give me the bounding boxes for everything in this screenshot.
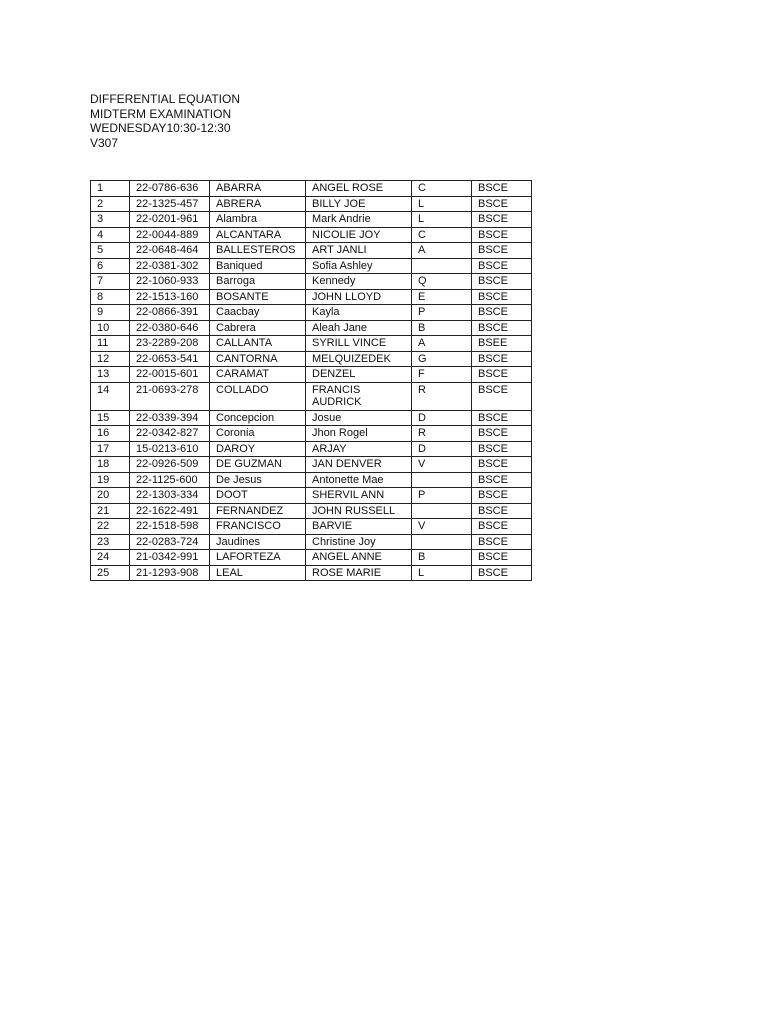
exam-title: MIDTERM EXAMINATION: [90, 106, 232, 121]
last-name-cell: Coronia: [210, 426, 306, 442]
row-number-cell: 18: [91, 457, 130, 473]
last-name-cell: Concepcion: [210, 410, 306, 426]
section-cell: F: [412, 367, 472, 383]
table-row: [91, 426, 532, 442]
student-id-cell: 22-0648-464: [130, 243, 210, 259]
student-id-cell: 22-1060-933: [130, 274, 210, 290]
row-number-cell: 10: [91, 320, 130, 336]
table-row: [91, 181, 532, 197]
student-id-cell: 22-1513-160: [130, 289, 210, 305]
section-cell: G: [412, 351, 472, 367]
last-name-cell: Baniqued: [210, 258, 306, 274]
program-cell: BSCE: [472, 196, 532, 212]
table-row: [91, 289, 532, 305]
program-cell: BSCE: [472, 565, 532, 581]
section-cell: [412, 258, 472, 274]
student-id-cell: 22-0339-394: [130, 410, 210, 426]
program-cell: BSCE: [472, 488, 532, 504]
row-number-cell: 23: [91, 534, 130, 550]
first-name-cell: JOHN LLOYD: [306, 289, 412, 305]
first-name-cell: Aleah Jane: [306, 320, 412, 336]
program-cell: BSCE: [472, 472, 532, 488]
row-number-cell: 3: [91, 212, 130, 228]
table-row: [91, 534, 532, 550]
row-number-cell: 13: [91, 367, 130, 383]
student-id-cell: 21-1293-908: [130, 565, 210, 581]
row-number-cell: 22: [91, 519, 130, 535]
section-cell: [412, 503, 472, 519]
student-id-cell: 22-0381-302: [130, 258, 210, 274]
program-cell: BSCE: [472, 519, 532, 535]
section-cell: L: [412, 212, 472, 228]
first-name-cell: ROSE MARIE: [306, 565, 412, 581]
row-number-cell: 4: [91, 227, 130, 243]
student-id-cell: 22-0015-601: [130, 367, 210, 383]
last-name-cell: ABRERA: [210, 196, 306, 212]
row-number-cell: 9: [91, 305, 130, 321]
student-id-cell: 22-0380-646: [130, 320, 210, 336]
program-cell: BSCE: [472, 550, 532, 566]
student-id-cell: 21-0342-991: [130, 550, 210, 566]
first-name-cell: BILLY JOE: [306, 196, 412, 212]
student-id-cell: 22-0201-961: [130, 212, 210, 228]
student-id-cell: 15-0213-610: [130, 441, 210, 457]
section-cell: V: [412, 457, 472, 473]
student-id-cell: 22-1125-600: [130, 472, 210, 488]
last-name-cell: CALLANTA: [210, 336, 306, 352]
section-cell: C: [412, 181, 472, 197]
section-cell: Q: [412, 274, 472, 290]
row-number-cell: 11: [91, 336, 130, 352]
table-row: [91, 196, 532, 212]
table-row: [91, 351, 532, 367]
last-name-cell: Barroga: [210, 274, 306, 290]
first-name-cell: SHERVIL ANN: [306, 488, 412, 504]
section-cell: B: [412, 550, 472, 566]
table-row: [91, 212, 532, 228]
table-row: [91, 488, 532, 504]
section-cell: B: [412, 320, 472, 336]
row-number-cell: 1: [91, 181, 130, 197]
first-name-cell: Josue: [306, 410, 412, 426]
section-cell: P: [412, 305, 472, 321]
student-id-cell: 22-1303-334: [130, 488, 210, 504]
program-cell: BSCE: [472, 410, 532, 426]
table-row: [91, 457, 532, 473]
first-name-cell: DENZEL: [306, 367, 412, 383]
exam-room: V307: [90, 135, 119, 150]
last-name-cell: COLLADO: [210, 382, 306, 410]
program-cell: BSCE: [472, 503, 532, 519]
student-id-cell: 23-2289-208: [130, 336, 210, 352]
row-number-cell: 7: [91, 274, 130, 290]
table-row: [91, 382, 532, 410]
first-name-cell: ARJAY: [306, 441, 412, 457]
section-cell: P: [412, 488, 472, 504]
row-number-cell: 15: [91, 410, 130, 426]
program-cell: BSCE: [472, 181, 532, 197]
first-name-cell: JOHN RUSSELL: [306, 503, 412, 519]
section-cell: [412, 534, 472, 550]
first-name-cell: ANGEL ANNE: [306, 550, 412, 566]
document-header: [90, 92, 240, 150]
first-name-cell: ANGEL ROSE: [306, 181, 412, 197]
section-cell: A: [412, 336, 472, 352]
table-row: [91, 441, 532, 457]
first-name-cell: Christine Joy: [306, 534, 412, 550]
program-cell: BSCE: [472, 274, 532, 290]
row-number-cell: 16: [91, 426, 130, 442]
row-number-cell: 6: [91, 258, 130, 274]
student-id-cell: 22-0786-636: [130, 181, 210, 197]
row-number-cell: 20: [91, 488, 130, 504]
last-name-cell: Jaudines: [210, 534, 306, 550]
last-name-cell: CANTORNA: [210, 351, 306, 367]
subject-title: DIFFERENTIAL EQUATION: [90, 92, 241, 106]
table-row: [91, 550, 532, 566]
student-id-cell: 22-1622-491: [130, 503, 210, 519]
program-cell: BSEE: [472, 336, 532, 352]
section-cell: D: [412, 410, 472, 426]
row-number-cell: 14: [91, 382, 130, 410]
student-id-cell: 21-0693-278: [130, 382, 210, 410]
first-name-cell: Sofia Ashley: [306, 258, 412, 274]
table-row: [91, 320, 532, 336]
program-cell: BSCE: [472, 457, 532, 473]
table-row: [91, 305, 532, 321]
table-row: [91, 503, 532, 519]
section-cell: V: [412, 519, 472, 535]
first-name-cell: Kennedy: [306, 274, 412, 290]
program-cell: BSCE: [472, 426, 532, 442]
section-cell: L: [412, 196, 472, 212]
last-name-cell: LEAL: [210, 565, 306, 581]
section-cell: C: [412, 227, 472, 243]
last-name-cell: CARAMAT: [210, 367, 306, 383]
table-row: [91, 410, 532, 426]
last-name-cell: DAROY: [210, 441, 306, 457]
table-row: [91, 565, 532, 581]
student-id-cell: 22-1325-457: [130, 196, 210, 212]
student-id-cell: 22-0044-889: [130, 227, 210, 243]
section-cell: E: [412, 289, 472, 305]
first-name-cell: MELQUIZEDEK: [306, 351, 412, 367]
last-name-cell: De Jesus: [210, 472, 306, 488]
table-row: [91, 519, 532, 535]
row-number-cell: 24: [91, 550, 130, 566]
student-id-cell: 22-0866-391: [130, 305, 210, 321]
table-row: [91, 227, 532, 243]
program-cell: BSCE: [472, 441, 532, 457]
first-name-cell: Kayla: [306, 305, 412, 321]
row-number-cell: 12: [91, 351, 130, 367]
last-name-cell: DOOT: [210, 488, 306, 504]
section-cell: A: [412, 243, 472, 259]
first-name-cell: FRANCIS AUDRICK: [306, 382, 412, 410]
first-name-cell: NICOLIE JOY: [306, 227, 412, 243]
section-cell: [412, 472, 472, 488]
table-row: [91, 472, 532, 488]
table-row: [91, 243, 532, 259]
table-row: [91, 274, 532, 290]
last-name-cell: Cabrera: [210, 320, 306, 336]
first-name-cell: JAN DENVER: [306, 457, 412, 473]
section-cell: D: [412, 441, 472, 457]
student-id-cell: 22-0653-541: [130, 351, 210, 367]
program-cell: BSCE: [472, 320, 532, 336]
last-name-cell: ALCANTARA: [210, 227, 306, 243]
program-cell: BSCE: [472, 305, 532, 321]
row-number-cell: 19: [91, 472, 130, 488]
last-name-cell: LAFORTEZA: [210, 550, 306, 566]
program-cell: BSCE: [472, 534, 532, 550]
first-name-cell: Antonette Mae: [306, 472, 412, 488]
last-name-cell: FRANCISCO: [210, 519, 306, 535]
program-cell: BSCE: [472, 258, 532, 274]
row-number-cell: 5: [91, 243, 130, 259]
last-name-cell: Alambra: [210, 212, 306, 228]
first-name-cell: SYRILL VINCE: [306, 336, 412, 352]
first-name-cell: BARVIE: [306, 519, 412, 535]
row-number-cell: 21: [91, 503, 130, 519]
last-name-cell: DE GUZMAN: [210, 457, 306, 473]
last-name-cell: FERNANDEZ: [210, 503, 306, 519]
table-row: [91, 367, 532, 383]
student-id-cell: 22-0926-509: [130, 457, 210, 473]
last-name-cell: Caacbay: [210, 305, 306, 321]
last-name-cell: BOSANTE: [210, 289, 306, 305]
row-number-cell: 2: [91, 196, 130, 212]
exam-schedule: WEDNESDAY10:30-12:30: [90, 121, 231, 136]
section-cell: R: [412, 382, 472, 410]
program-cell: BSCE: [472, 367, 532, 383]
roster-body: [91, 181, 532, 581]
program-cell: BSCE: [472, 382, 532, 410]
section-cell: L: [412, 565, 472, 581]
program-cell: BSCE: [472, 243, 532, 259]
program-cell: BSCE: [472, 212, 532, 228]
row-number-cell: 8: [91, 289, 130, 305]
student-id-cell: 22-0283-724: [130, 534, 210, 550]
row-number-cell: 25: [91, 565, 130, 581]
student-roster-table: [90, 180, 532, 581]
last-name-cell: ABARRA: [210, 181, 306, 197]
first-name-cell: ART JANLI: [306, 243, 412, 259]
student-id-cell: 22-1518-598: [130, 519, 210, 535]
program-cell: BSCE: [472, 227, 532, 243]
program-cell: BSCE: [472, 289, 532, 305]
first-name-cell: Mark Andrie: [306, 212, 412, 228]
section-cell: R: [412, 426, 472, 442]
row-number-cell: 17: [91, 441, 130, 457]
first-name-cell: Jhon Rogel: [306, 426, 412, 442]
table-row: [91, 258, 532, 274]
program-cell: BSCE: [472, 351, 532, 367]
last-name-cell: BALLESTEROS: [210, 243, 306, 259]
student-id-cell: 22-0342-827: [130, 426, 210, 442]
table-row: [91, 336, 532, 352]
